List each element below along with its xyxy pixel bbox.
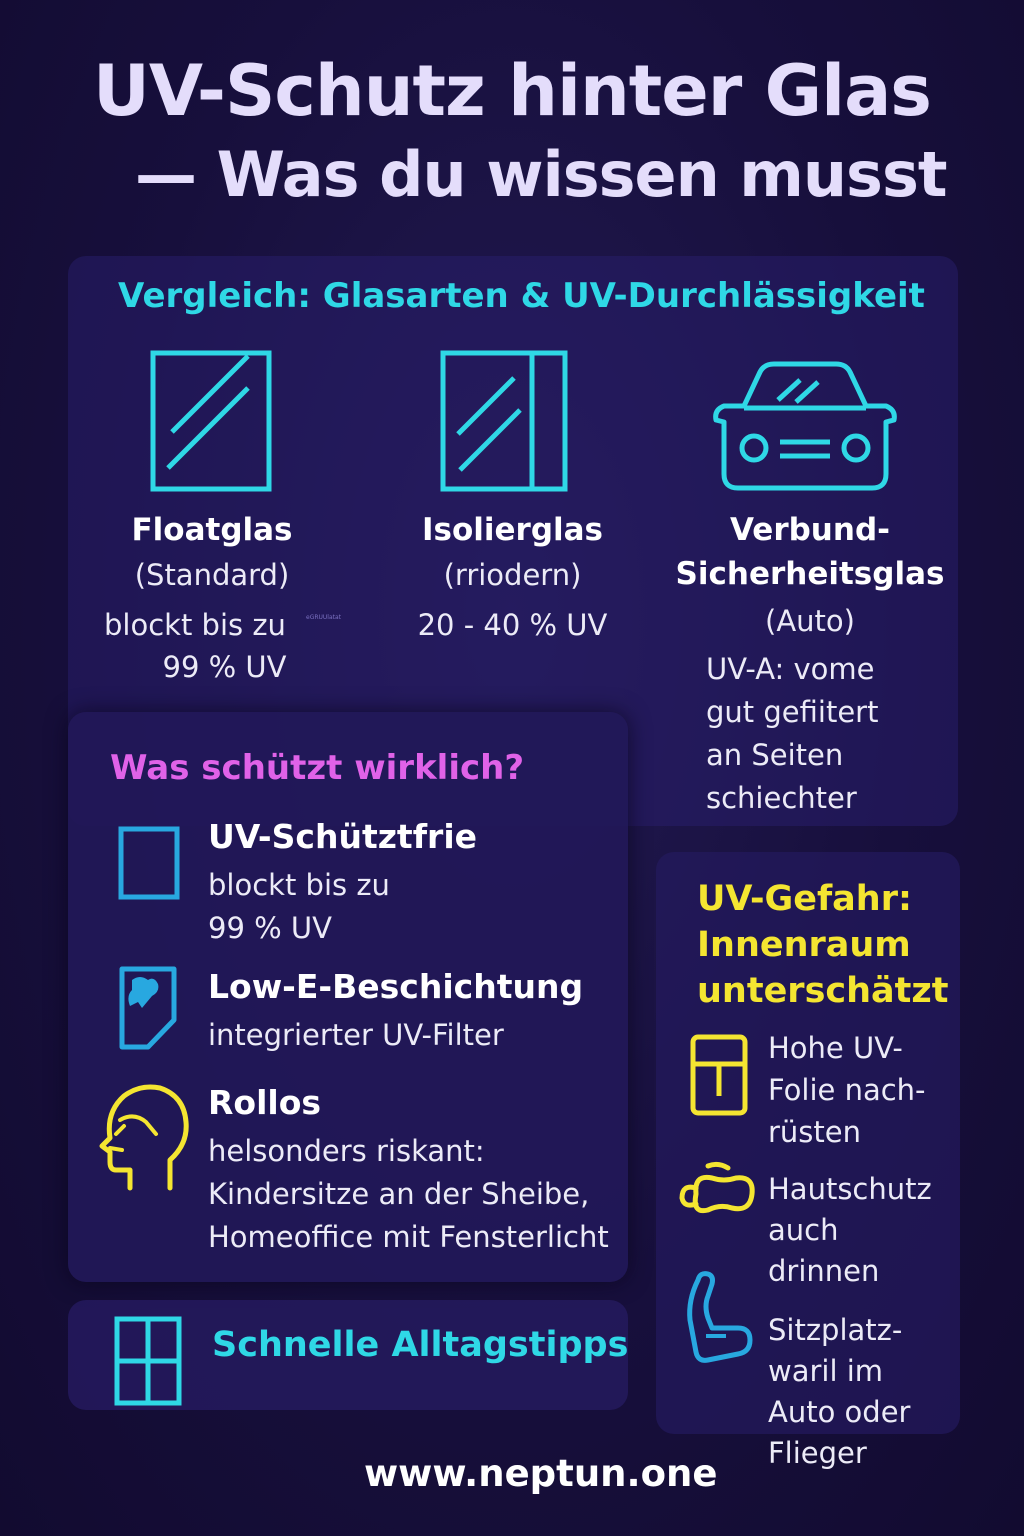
verbundglas-sub: (Auto) [765, 604, 855, 638]
floatglas-line1: blockt bis zu [104, 608, 286, 642]
danger-heading-line: UV-Gefahr: [697, 879, 912, 919]
window-grid-icon [114, 1316, 182, 1406]
low-e-line: integrierter UV-Filter [208, 1018, 504, 1052]
uv-film-line: blockt bis zu [208, 868, 390, 902]
verbundglas-line: an Seiten [706, 738, 844, 772]
car-seat-icon [686, 1270, 754, 1366]
footer-url[interactable]: www.neptun.one [364, 1452, 718, 1495]
page-subtitle: — Was du wissen musst [135, 138, 947, 211]
floatglas-line2: 99 % UV [162, 650, 287, 684]
sleep-mask-icon [678, 1164, 756, 1224]
window-pane-icon [150, 350, 272, 492]
verbundglas-line: gut gefiitert [706, 695, 879, 729]
rollos-line: helsonders riskant: [208, 1134, 485, 1168]
floatglas-sub: (Standard) [134, 558, 290, 592]
danger-heading [697, 876, 949, 1014]
danger-item-line: auch [768, 1213, 839, 1247]
protection-heading: Was schützt wirklich? [110, 748, 525, 788]
window-film-icon [690, 1034, 748, 1116]
verbundglas-name-2: Sicherheitsglas [675, 556, 945, 592]
danger-item-line: Hautschutz [768, 1172, 932, 1206]
verbundglas-line: schiechter [706, 781, 857, 815]
verbundglas-name-1: Verbund- [730, 512, 890, 548]
rollos-line: Kindersitze an der Sheibe, [208, 1177, 590, 1211]
danger-item-line: Hohe UV- [768, 1031, 903, 1065]
square-film-icon [118, 826, 180, 900]
rollos-line: Homeoffice mit Fensterlicht [208, 1220, 609, 1254]
isolierglas-name: Isolierglas [421, 512, 604, 548]
danger-item-line: drinnen [768, 1254, 880, 1288]
danger-item-line: Flieger [768, 1436, 867, 1470]
coated-glass-icon [118, 966, 178, 1050]
tips-label[interactable]: Schnelle Alltagstipps [212, 1325, 629, 1365]
rollos-title: Rollos [208, 1083, 322, 1122]
comparison-heading: Vergleich: Glasarten & UV-Durchlässigkeit [118, 276, 925, 316]
danger-item-line: Auto oder [768, 1395, 911, 1429]
page-title: UV-Schutz hinter Glas [93, 50, 931, 132]
low-e-title: Low-E-Beschichtung [208, 967, 584, 1006]
uv-film-title: UV-Schütztfrie [208, 817, 478, 856]
danger-item-line: Folie nach- [768, 1073, 926, 1107]
danger-item-line: waril im [768, 1354, 884, 1388]
floatglas-artifact: eGRUUlatat [306, 614, 342, 621]
head-profile-icon [100, 1082, 188, 1192]
car-icon [710, 358, 900, 494]
danger-item-line: Sitzplatz- [768, 1313, 903, 1347]
double-pane-window-icon [440, 350, 568, 492]
isolierglas-line1: 20 - 40 % UV [417, 608, 608, 642]
danger-heading-line: unterschätzt [697, 971, 949, 1011]
danger-heading-line: Innenraum [697, 925, 911, 965]
isolierglas-sub: (rriodern) [443, 558, 582, 592]
floatglas-name: Floatglas [131, 512, 293, 548]
uv-film-line: 99 % UV [208, 911, 332, 945]
danger-item-line: rüsten [768, 1115, 862, 1149]
verbundglas-line: UV-A: vome [706, 652, 875, 686]
